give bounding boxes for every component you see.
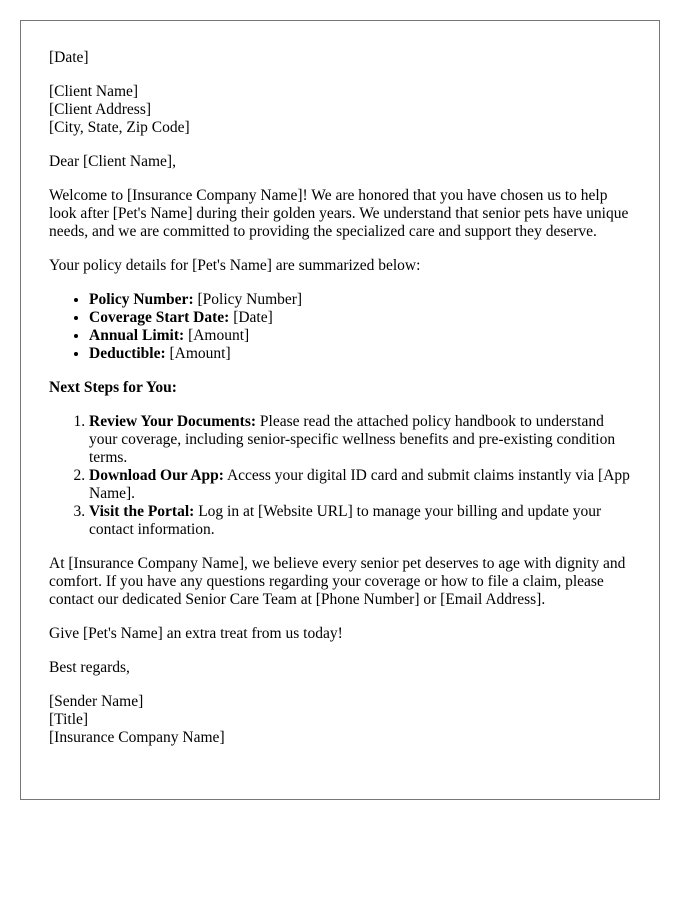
step-text: Log in at [Website URL] to manage your billing and update your contact information. xyxy=(89,503,602,538)
sender-company: [Insurance Company Name] xyxy=(49,729,225,746)
policy-intro: Your policy details for [Pet's Name] are summarized below: xyxy=(49,257,421,274)
list-item xyxy=(89,291,631,309)
recipient-city-state-zip: [City, State, Zip Code] xyxy=(49,119,190,136)
step-text: Please read the attached policy handbook to understand your coverage, including senior-specific wellness benefits and pre-existing condition terms. xyxy=(89,413,616,466)
list-item xyxy=(89,503,631,539)
recipient-address-block xyxy=(49,83,631,137)
policy-details-list xyxy=(49,291,631,363)
list-item xyxy=(89,345,631,363)
recipient-name: [Client Name] xyxy=(49,83,139,100)
treat-line: Give [Pet's Name] an extra treat from us today! xyxy=(49,625,343,642)
next-steps-heading: Next Steps for You: xyxy=(49,379,177,396)
next-steps-list xyxy=(49,413,631,539)
step-label: Review Your Documents: xyxy=(89,413,257,430)
step-text: Access your digital ID card and submit claims instantly via [App Name]. xyxy=(89,467,630,502)
sign-off: Best regards, xyxy=(49,659,130,676)
policy-detail-value: [Policy Number] xyxy=(193,291,303,308)
policy-detail-value: [Amount] xyxy=(165,345,231,362)
list-item xyxy=(89,413,631,467)
sender-name: [Sender Name] xyxy=(49,693,144,710)
letter-page xyxy=(20,20,660,800)
policy-detail-value: [Amount] xyxy=(184,327,250,344)
closing-paragraph: At [Insurance Company Name], we believe every senior pet deserves to age with dignity and comfort. If you have any questions regarding your coverage or how to file a claim, please contact our dedicated Senior Care Team at [Phone Number] or [Email Address]. xyxy=(49,555,626,608)
policy-detail-label: Policy Number: xyxy=(89,291,194,308)
list-item xyxy=(89,309,631,327)
step-label: Download Our App: xyxy=(89,467,224,484)
list-item xyxy=(89,327,631,345)
letter-date: [Date] xyxy=(49,49,89,66)
policy-detail-label: Deductible: xyxy=(89,345,166,362)
signature-block xyxy=(49,693,631,747)
step-label: Visit the Portal: xyxy=(89,503,195,520)
salutation: Dear [Client Name], xyxy=(49,153,176,170)
sender-title: [Title] xyxy=(49,711,89,728)
policy-detail-label: Coverage Start Date: xyxy=(89,309,230,326)
list-item xyxy=(89,467,631,503)
policy-detail-value: [Date] xyxy=(229,309,273,326)
recipient-address: [Client Address] xyxy=(49,101,152,118)
policy-detail-label: Annual Limit: xyxy=(89,327,185,344)
intro-paragraph: Welcome to [Insurance Company Name]! We are honored that you have chosen us to help look after [Pet's Name] during their golden years. We understand that senior pets have unique needs, and we are committed to providing the specialized care and support they deserve. xyxy=(49,187,629,240)
